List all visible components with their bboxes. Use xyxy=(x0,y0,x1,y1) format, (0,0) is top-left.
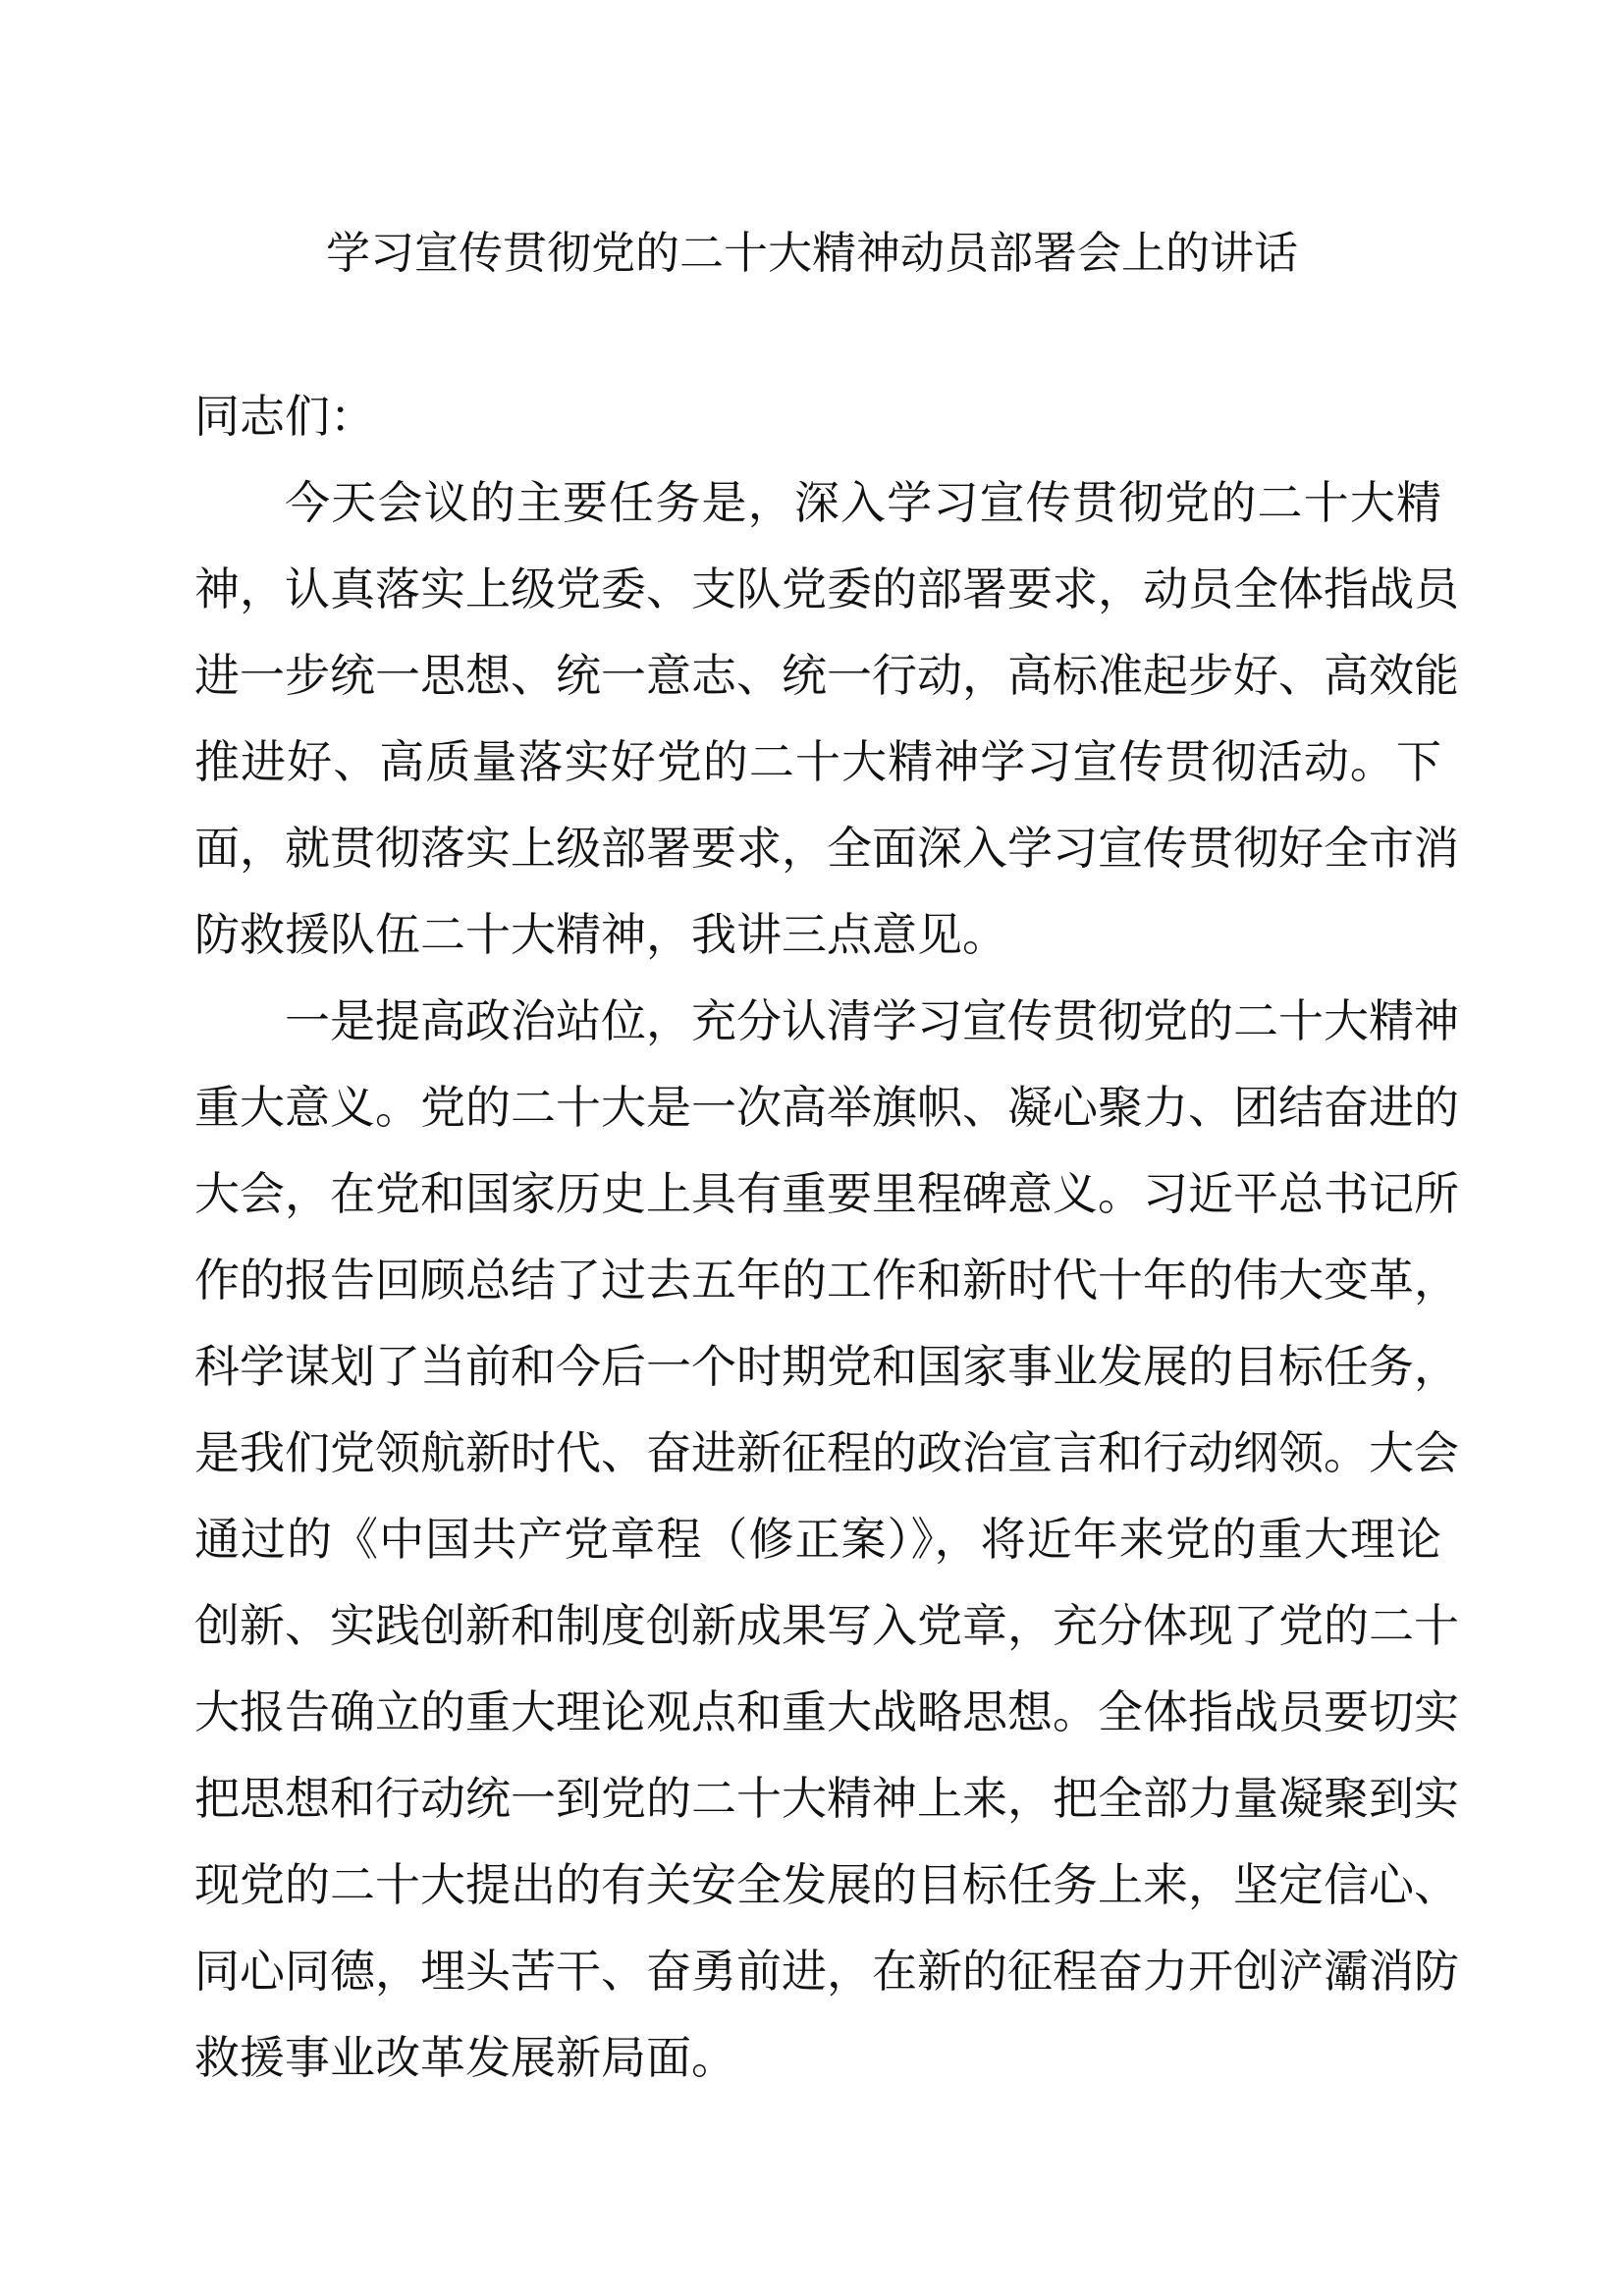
text-line: 现党的二十大提出的有关安全发展的目标任务上来，坚定信心、 xyxy=(194,1858,1459,1911)
document-body xyxy=(194,373,1459,2101)
document-title: 学习宣传贯彻党的二十大精神动员部署会上的讲话 xyxy=(325,227,1298,279)
text-line: 今天会议的主要任务是，深入学习宣传贯彻党的二十大精 xyxy=(285,476,1441,529)
paragraph-intro xyxy=(194,459,1459,978)
text-line: 把思想和行动统一到党的二十大精神上来，把全部力量凝聚到实 xyxy=(194,1772,1459,1825)
text-line: 一是提高政治站位，充分认清学习宣传贯彻党的二十大精神 xyxy=(285,994,1459,1047)
text-line: 科学谋划了当前和今后一个时期党和国家事业发展的目标任务， xyxy=(194,1340,1459,1393)
text-line: 面，就贯彻落实上级部署要求，全面深入学习宣传贯彻好全市消 xyxy=(194,822,1459,875)
text-line: 防救援队伍二十大精神，我讲三点意见。 xyxy=(194,908,1007,961)
text-line: 作的报告回顾总结了过去五年的工作和新时代十年的伟大变革， xyxy=(194,1254,1459,1307)
text-line: 创新、实践创新和制度创新成果写入党章，充分体现了党的二十 xyxy=(194,1599,1459,1652)
text-line: 神，认真落实上级党委、支队党委的部署要求，动员全体指战员 xyxy=(194,562,1459,615)
salutation: 同志们： xyxy=(194,390,375,443)
paragraph-point-one xyxy=(194,978,1459,2101)
text-line: 进一步统一思想、统一意志、统一行动，高标准起步好、高效能 xyxy=(194,649,1459,702)
text-line: 同心同德，埋头苦干、奋勇前进，在新的征程奋力开创浐灞消防 xyxy=(194,1945,1459,1998)
text-line: 大会，在党和国家历史上具有重要里程碑意义。习近平总书记所 xyxy=(194,1167,1459,1220)
text-line: 救援事业改革发展新局面。 xyxy=(194,2031,736,2084)
text-line: 大报告确立的重大理论观点和重大战略思想。全体指战员要切实 xyxy=(194,1685,1459,1738)
text-line: 重大意义。党的二十大是一次高举旗帜、凝心聚力、团结奋进的 xyxy=(194,1081,1459,1134)
text-line: 是我们党领航新时代、奋进新征程的政治宣言和行动纲领。大会 xyxy=(194,1426,1459,1479)
text-line: 通过的《中国共产党章程（修正案）》，将近年来党的重大理论 xyxy=(194,1513,1441,1566)
text-line: 推进好、高质量落实好党的二十大精神学习宣传贯彻活动。下 xyxy=(194,735,1441,788)
